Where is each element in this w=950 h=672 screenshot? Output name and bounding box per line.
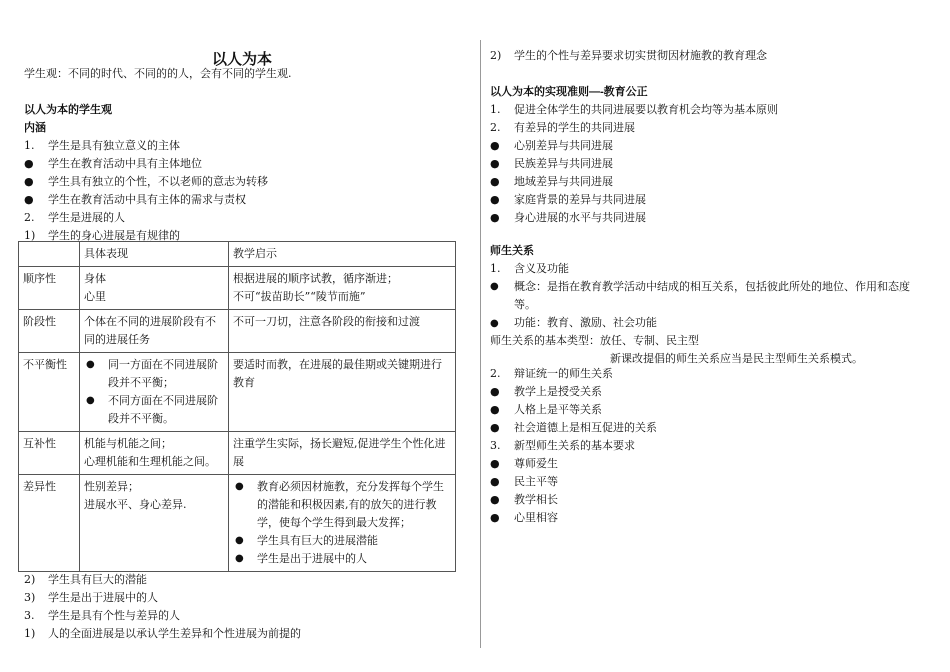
table-header-cell [19, 242, 80, 267]
list-text: 学生是具有独立意义的主体 [48, 139, 180, 152]
list-item [24, 607, 180, 625]
list-marker: ● [24, 175, 34, 188]
list-marker: 1. [490, 262, 501, 275]
table-header-cell: 具体表现 [80, 242, 229, 267]
list-text: 心别差异与共同进展 [514, 139, 613, 152]
heading-equity: 以人为本的实现准则—-教育公正 [490, 86, 648, 98]
list-marker: 3. [490, 439, 501, 452]
list-text: 学生具有独立的个性，不以老师的意志为转移 [48, 175, 268, 188]
list-marker: ● [490, 493, 500, 506]
list-marker: ● [490, 475, 500, 488]
list-item [490, 314, 657, 332]
cell-line: 要适时而教，在进展的最佳期或关键期进行教育 [233, 358, 442, 389]
list-item [24, 137, 180, 155]
list-marker: ● [490, 175, 500, 188]
list-item [490, 209, 646, 227]
list-marker: ● [490, 403, 500, 416]
list-text: 辩证统一的师生关系 [514, 367, 613, 380]
list-item [490, 365, 613, 383]
list-item [490, 191, 646, 209]
development-table [18, 241, 456, 572]
list-text: 学生在教育活动中具有主体地位 [48, 157, 202, 170]
cell-line: 注重学生实际，扬长避短,促进学生个性化进展 [233, 437, 446, 468]
manifestation-cell [80, 267, 229, 310]
list-item [24, 191, 246, 209]
manifestation-cell [80, 310, 229, 353]
list-text: 人格上是平等关系 [514, 403, 602, 416]
list-marker: 3. [24, 609, 35, 622]
manifestation-cell [80, 475, 229, 572]
list-marker: ● [490, 385, 500, 398]
teaching-implication-cell [229, 267, 456, 310]
list-marker: ● [490, 421, 500, 434]
list-marker: ● [490, 511, 500, 524]
list-item [490, 509, 558, 527]
list-text: 学生具有巨大的潜能 [48, 573, 147, 586]
list-item [490, 173, 613, 191]
list-marker: 2) [490, 49, 502, 62]
cell-line: 不可“拔苗助长”“陵节而施” [233, 290, 366, 303]
cell-line: 身体 [84, 272, 106, 285]
cell-line: 个体在不同的进展阶段有不同的进展任务 [84, 315, 216, 346]
list-item [490, 260, 569, 278]
list-item [490, 455, 558, 473]
list-text: 心里相容 [514, 511, 558, 524]
list-text: 家庭背景的差异与共同进展 [514, 193, 646, 206]
cell-bullet-list [84, 356, 224, 428]
table-row [19, 267, 456, 310]
list-text: 教学上是授受关系 [514, 385, 602, 398]
list-marker: 3) [24, 591, 36, 604]
list-marker: 1) [24, 229, 36, 242]
row-label-cell: 阶段性 [19, 310, 80, 353]
list-marker: 2. [490, 121, 501, 134]
list-text: 人的全面进展是以承认学生差异和个性进展为前提的 [48, 627, 301, 640]
table-header-cell: 教学启示 [229, 242, 456, 267]
concept-item [490, 278, 930, 314]
list-item [490, 419, 657, 437]
list-marker: 2. [490, 367, 501, 380]
list-marker: 1. [490, 103, 501, 116]
list-text: 教学相长 [514, 493, 558, 506]
list-text: 有差异的学生的共同进展 [514, 121, 635, 134]
teaching-implication-cell [229, 310, 456, 353]
list-text: 民主平等 [514, 475, 558, 488]
column-divider [480, 40, 481, 648]
list-item [490, 47, 767, 65]
list-item [24, 209, 125, 227]
table-row [19, 432, 456, 475]
list-item [490, 491, 558, 509]
cell-line: 进展水平、身心差异. [84, 498, 187, 511]
list-text: 民族差异与共同进展 [514, 157, 613, 170]
cell-line: 机能与机能之间； [84, 437, 172, 450]
table-row [19, 353, 456, 432]
row-label-cell: 互补性 [19, 432, 80, 475]
teaching-implication-cell [229, 475, 456, 572]
list-marker: 1. [24, 139, 35, 152]
page-title: 以人为本 [211, 51, 272, 68]
list-marker: 2. [24, 211, 35, 224]
heading-student-view: 以人为本的学生观 [24, 104, 112, 116]
manifestation-cell [80, 432, 229, 475]
list-text: 学生是具有个性与差异的人 [48, 609, 180, 622]
teaching-implication-cell [229, 432, 456, 475]
row-label-cell: 不平衡性 [19, 353, 80, 432]
list-text: 含义及功能 [514, 262, 569, 275]
table-row [19, 475, 456, 572]
list-item [490, 383, 602, 401]
list-marker: ● [490, 193, 500, 206]
row-label-cell: 差异性 [19, 475, 80, 572]
list-item [490, 101, 778, 119]
cell-bullet-item: ● 不同方面在不同进展阶段并不平衡。 [84, 392, 224, 428]
cell-line: 性别差异； [84, 480, 139, 493]
list-text: 学生的身心进展是有规律的 [48, 229, 180, 242]
list-text: 社会道德上是相互促进的关系 [514, 421, 657, 434]
list-item [24, 625, 301, 643]
table-header-row [19, 242, 456, 267]
list-marker: ● [490, 318, 499, 329]
list-text: 学生是出于进展中的人 [48, 591, 158, 604]
list-item [490, 119, 635, 137]
list-marker: ● [490, 157, 500, 170]
list-text: 尊师爱生 [514, 457, 558, 470]
list-marker: ● [490, 281, 499, 292]
list-item [490, 437, 635, 455]
list-text: 身心进展的水平与共同进展 [514, 211, 646, 224]
list-item [490, 137, 613, 155]
cell-bullet-item: ● 同一方面在不同进展阶段并不平衡； [84, 356, 224, 392]
list-item [24, 173, 268, 191]
heading-relation: 师生关系 [490, 245, 534, 257]
list-item [24, 155, 202, 173]
list-marker: ● [24, 157, 34, 170]
list-text: 功能：教育、激励、社会功能 [514, 316, 657, 329]
cell-line: 心里 [84, 290, 106, 303]
manifestation-cell [80, 353, 229, 432]
table-row [19, 310, 456, 353]
concept-text: 概念：是指在教育教学活动中结成的相互关系，包括彼此所处的地位、作用和态度等。 [514, 280, 910, 311]
list-marker: ● [490, 211, 500, 224]
list-text: 地域差异与共同进展 [514, 175, 613, 188]
list-marker: ● [490, 139, 500, 152]
list-text: 促进全体学生的共同进展要以教育机会均等为基本原则 [514, 103, 778, 116]
list-item [24, 589, 158, 607]
list-text: 学生的个性与差异要求切实贯彻因材施教的教育理念 [514, 49, 767, 62]
new-curriculum-text: 新课改提倡的师生关系应当是民主型师生关系模式。 [610, 352, 863, 365]
list-text: 学生在教育活动中具有主体的需求与责权 [48, 193, 246, 206]
cell-line: 心理机能和生理机能之间。 [84, 455, 216, 468]
list-item [490, 473, 558, 491]
list-marker: ● [24, 193, 34, 206]
list-item [24, 571, 147, 589]
list-marker: 2) [24, 573, 36, 586]
row-label-cell: 顺序性 [19, 267, 80, 310]
cell-bullet-item: ● 学生具有巨大的进展潜能 [233, 532, 451, 550]
list-marker: ● [490, 457, 500, 470]
cell-line: 根据进展的顺序试教，循序渐进； [233, 272, 398, 285]
cell-line: 不可一刀切，注意各阶段的衔接和过渡 [233, 315, 420, 328]
list-item [490, 401, 602, 419]
list-text: 学生是进展的人 [48, 211, 125, 224]
basic-types-text: 师生关系的基本类型：放任、专制、民主型 [490, 334, 699, 347]
heading-connotation: 内涵 [24, 122, 46, 134]
list-item [490, 155, 613, 173]
list-text: 新型师生关系的基本要求 [514, 439, 635, 452]
list-marker: 1) [24, 627, 36, 640]
cell-bullet-list [233, 478, 451, 568]
intro-text: 学生观：不同的时代、不同的的人，会有不同的学生观. [24, 67, 292, 80]
teaching-implication-cell [229, 353, 456, 432]
cell-bullet-item: ● 学生是出于进展中的人 [233, 550, 451, 568]
cell-bullet-item: ● 教育必须因材施教，充分发挥每个学生的潜能和积极因素,有的放矢的进行教学，使每个学生得到最大发挥； [233, 478, 451, 532]
